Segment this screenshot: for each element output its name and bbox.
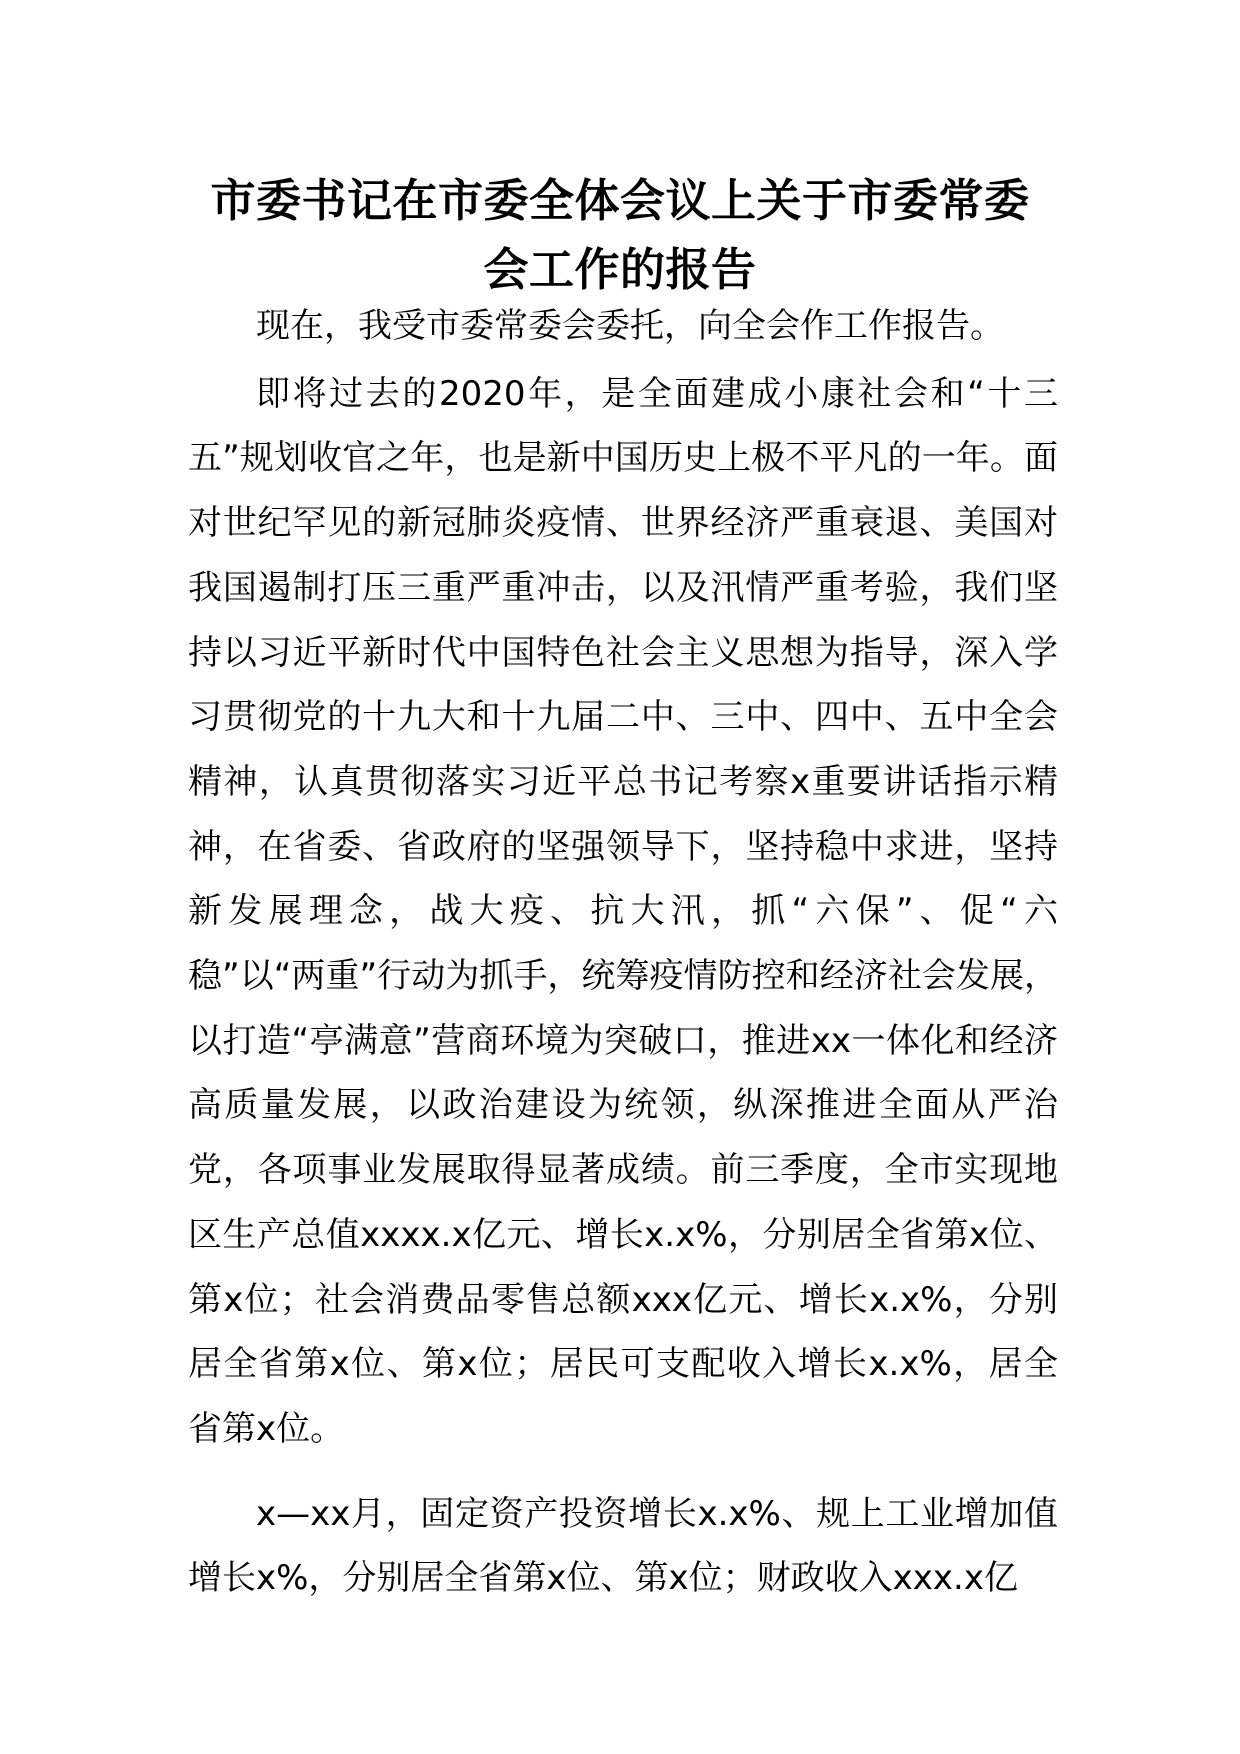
document-body: [188, 294, 1058, 1611]
title-line-1: 市委书记在市委全体会议上关于市委常委: [210, 174, 1030, 227]
paragraph-investment: x—xx月，固定资产投资增长x.x%、规上工业增加值增长x%，分别居全省第x位、第x位；财政收入xxx.x亿: [188, 1493, 1058, 1599]
paragraph-intro: 现在，我受市委常委会委托，向全会作工作报告。: [256, 306, 1004, 346]
document-title: [150, 166, 1090, 304]
title-line-2: 会工作的报告: [483, 243, 757, 296]
paragraph-summary: 即将过去的2020年，是全面建成小康社会和“十三五”规划收官之年，也是新中国历史上极不平凡的一年。面对世纪罕见的新冠肺炎疫情、世界经济严重衰退、美国对我国遏制打压三重严重冲击，以及汛情严重考验，我们坚持以习近平新时代中国特色社会主义思想为指导，深入学习贯彻党的十九大和十九届二中、三中、四中、五中全会精神，认真贯彻落实习近平总书记考察x重要讲话指示精神，在省委、省政府的坚强领导下，坚持稳中求进，坚持新发展理念，战大疫、抗大汛，抓“六保”、促“六稳”以“两重”行动为抓手，统筹疫情防控和经济社会发展，以打造“亭满意”营商环境为突破口，推进xx一体化和经济高质量发展，以政治建设为统领，纵深推进全面从严治党，各项事业发展取得显著成绩。前三季度，全市实现地区生产总值xxxx.x亿元、增长x.x%，分别居全省第x位、第x位；社会消费品零售总额xxx亿元、增长x.x%，分别居全省第x位、第x位；居民可支配收入增长x.x%，居全省第x位。: [188, 373, 1058, 1449]
